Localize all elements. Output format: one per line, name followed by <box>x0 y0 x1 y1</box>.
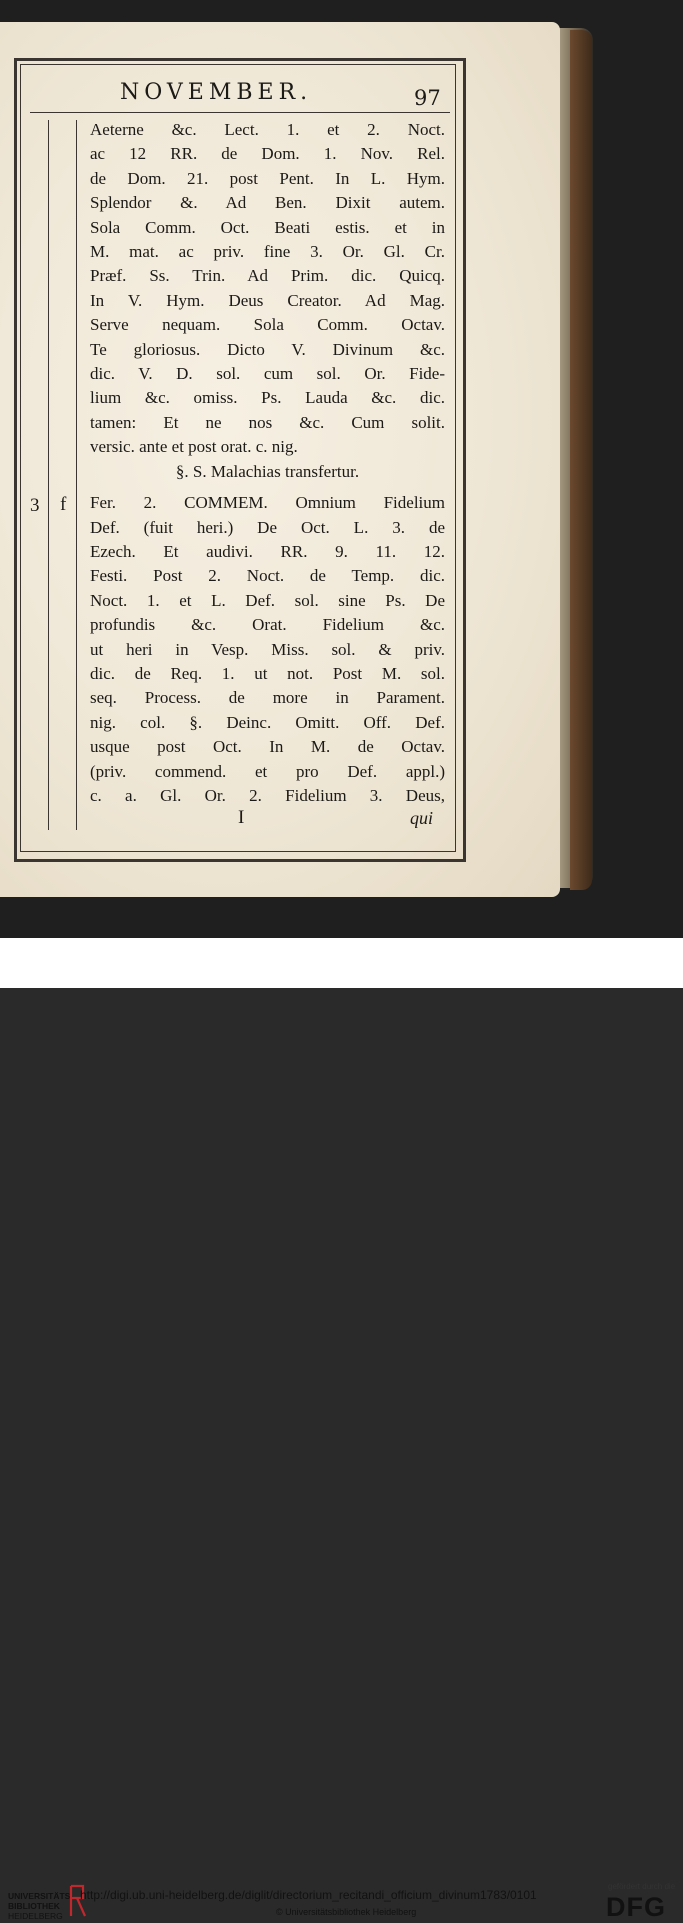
day-number: 3 <box>30 495 40 516</box>
body-text <box>90 118 445 808</box>
text-line: profundis &c. Orat. Fidelium &c. <box>90 615 445 635</box>
text-line: c. a. Gl. Or. 2. Fidelium 3. Deus, <box>90 785 445 805</box>
text-line: Serve nequam. Sola Comm. Octav. <box>90 315 445 335</box>
text-line: Festi. Post 2. Noct. de Temp. dic. <box>90 566 445 586</box>
text-line: tamen: Et ne nos &c. Cum solit. <box>90 412 445 432</box>
text-line: Sola Comm. Oct. Beati estis. et in <box>90 217 445 237</box>
book-cover-edge <box>570 30 592 890</box>
day-letter: f <box>60 494 67 515</box>
margin-rule-left <box>48 120 49 830</box>
text-line: versic. ante et post orat. c. nig. <box>90 437 298 457</box>
catchword: qui <box>410 808 434 828</box>
text-line: de Dom. 21. post Pent. In L. Hym. <box>90 168 445 188</box>
text-line: Ezech. Et audivi. RR. 9. 11. 12. <box>90 541 445 561</box>
footer-bar <box>0 938 683 1922</box>
text-line: Præf. Ss. Trin. Ad Prim. dic. Quicq. <box>90 266 445 286</box>
text-line: dic. de Req. 1. ut not. Post M. sol. <box>90 663 445 683</box>
text-line: Te gloriosus. Dicto V. Divinum &c. <box>90 339 445 359</box>
text-line: ac 12 RR. de Dom. 1. Nov. Rel. <box>90 144 445 164</box>
signature-mark: I <box>238 807 245 828</box>
feast-note: §. S. Malachias transfertur. <box>175 461 360 481</box>
page-header: NOVEMBER. <box>120 80 313 105</box>
margin-rule-right <box>76 120 77 830</box>
text-line: usque post Oct. In M. de Octav. <box>90 737 445 757</box>
text-line: ut heri in Vesp. Miss. sol. & priv. <box>90 639 445 659</box>
text-line: Aeterne &c. Lect. 1. et 2. Noct. <box>90 120 445 139</box>
source-url-link[interactable]: http://digi.ub.uni-heidelberg.de/diglit/directorium_recitandi_officium_divinum1783/0101 <box>80 1888 537 1902</box>
library-logo-text: UNIVERSITÄTS- BIBLIOTHEK HEIDELBERG <box>8 1891 74 1921</box>
text-line: In V. Hym. Deus Creator. Ad Mag. <box>90 290 445 310</box>
text-line: seq. Process. de more in Parament. <box>90 688 445 708</box>
header-rule <box>30 112 450 113</box>
text-line: Def. (fuit heri.) De Oct. L. 3. de <box>90 517 445 537</box>
text-line: dic. V. D. sol. cum sol. Or. Fide- <box>90 364 445 384</box>
text-line: Noct. 1. et L. Def. sol. sine Ps. De <box>90 590 445 610</box>
scan-area <box>0 0 683 938</box>
funder-label: gefördert durch die <box>608 1882 676 1891</box>
text-line: Splendor &. Ad Ben. Dixit autem. <box>90 193 445 213</box>
text-line: (priv. commend. et pro Def. appl.) <box>90 761 445 781</box>
copyright-text: © Universitätsbibliothek Heidelberg <box>276 1907 417 1917</box>
text-line: lium &c. omiss. Ps. Lauda &c. dic. <box>90 388 445 408</box>
dfg-logo: DFG <box>606 1892 666 1922</box>
text-line: Fer. 2. COMMEM. Omnium Fidelium <box>90 493 445 513</box>
text-line: M. mat. ac priv. fine 3. Or. Gl. Cr. <box>90 242 445 262</box>
page-number: 97 <box>414 86 441 110</box>
text-line: nig. col. §. Deinc. Omitt. Off. Def. <box>90 712 445 732</box>
